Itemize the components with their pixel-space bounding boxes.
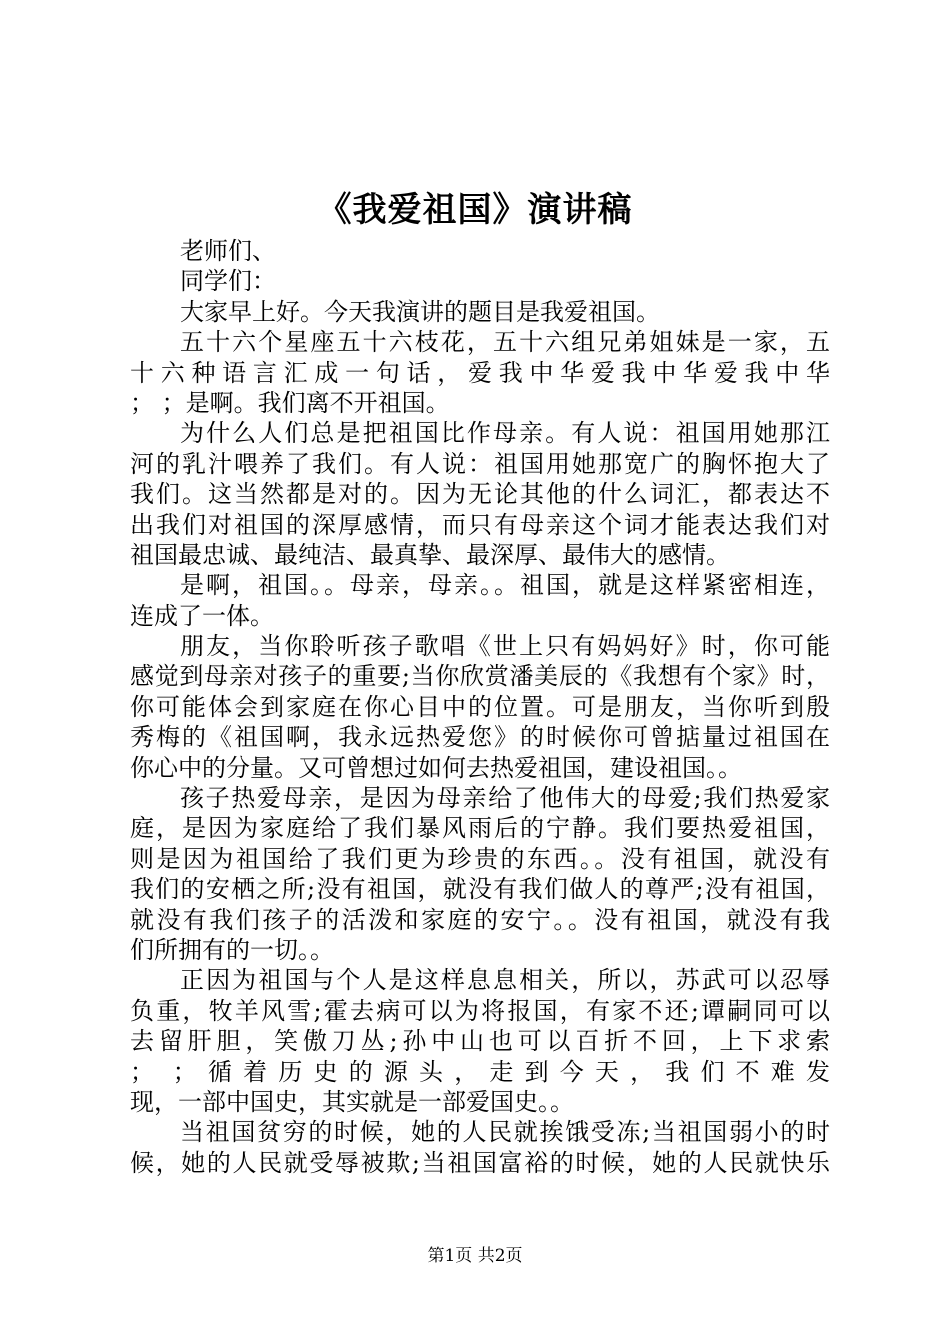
text-line: 你心中的分量。又可曾想过如何去热爱祖国，建设祖国。。 (130, 753, 742, 782)
text-line: 感觉到母亲对孩子的重要;当你欣赏潘美辰的《我想有个家》时， (130, 662, 830, 691)
text-line: 就没有我们孩子的活泼和家庭的安宁。。没有祖国，就没有我 (130, 905, 830, 934)
text-line: 我们的安栖之所;没有祖国，就没有我们做人的尊严;没有祖国， (130, 875, 830, 904)
text-line: ； ；循着历史的源头，走到今天，我们不难发 (130, 1057, 830, 1086)
text-line: 当祖国贫穷的时候，她的人民就挨饿受冻;当祖国弱小的时 (180, 1118, 830, 1147)
text-line: 孩子热爱母亲，是因为母亲给了他伟大的母爱;我们热爱家 (180, 784, 830, 813)
text-line: 正因为祖国与个人是这样息息相关，所以，苏武可以忍辱 (180, 966, 830, 995)
document-body (130, 236, 830, 1178)
text-line: 我们。这当然都是对的。因为无论其他的什么词汇，都表达不 (130, 480, 830, 509)
text-line: 朋友，当你聆听孩子歌唱《世上只有妈妈好》时，你可能 (180, 632, 830, 661)
text-line: 则是因为祖国给了我们更为珍贵的东西。。没有祖国，就没有 (130, 844, 830, 873)
text-line: 大家早上好。今天我演讲的题目是我爱祖国。 (180, 297, 660, 326)
document-title: 《我爱祖国》演讲稿 (317, 190, 633, 230)
text-line: 河的乳汁喂养了我们。有人说：祖国用她那宽广的胸怀抱大了 (130, 449, 830, 478)
text-line: 们所拥有的一切。。 (130, 935, 334, 964)
text-line: 庭，是因为家庭给了我们暴风雨后的宁静。我们要热爱祖国， (130, 814, 830, 843)
text-line: 现，一部中国史，其实就是一部爱国史。。 (130, 1087, 574, 1116)
text-line: 五十六个星座五十六枝花，五十六组兄弟姐妹是一家，五 (180, 328, 830, 357)
text-line: 是啊，祖国。。母亲，母亲。。祖国，就是这样紧密相连， (180, 571, 830, 600)
text-line: 去留肝胆，笑傲刀丛;孙中山也可以百折不回，上下求索 (130, 1027, 830, 1056)
text-line: 同学们： (180, 267, 276, 296)
text-line: 负重，牧羊风雪;霍去病可以为将报国，有家不还;谭嗣同可以 (130, 996, 830, 1025)
text-line: ； ；是啊。我们离不开祖国。 (130, 388, 450, 417)
page-footer: 第1页 共2页 (427, 1246, 523, 1266)
text-line: 老师们、 (180, 237, 276, 265)
text-line: 十六种语言汇成一句话，爱我中华爱我中华爱我中华 (130, 358, 830, 387)
text-line: 秀梅的《祖国啊，我永远热爱您》的时候你可曾掂量过祖国在 (130, 723, 830, 752)
text-line: 祖国最忠诚、最纯洁、最真挚、最深厚、最伟大的感情。 (130, 540, 730, 569)
text-line: 你可能体会到家庭在你心目中的位置。可是朋友，当你听到殷 (130, 692, 830, 721)
text-line: 连成了一体。 (130, 601, 274, 630)
text-line: 候，她的人民就受辱被欺;当祖国富裕的时候，她的人民就快乐 (130, 1148, 830, 1177)
text-line: 为什么人们总是把祖国比作母亲。有人说：祖国用她那江 (180, 419, 830, 448)
text-line: 出我们对祖国的深厚感情，而只有母亲这个词才能表达我们对 (130, 510, 830, 539)
